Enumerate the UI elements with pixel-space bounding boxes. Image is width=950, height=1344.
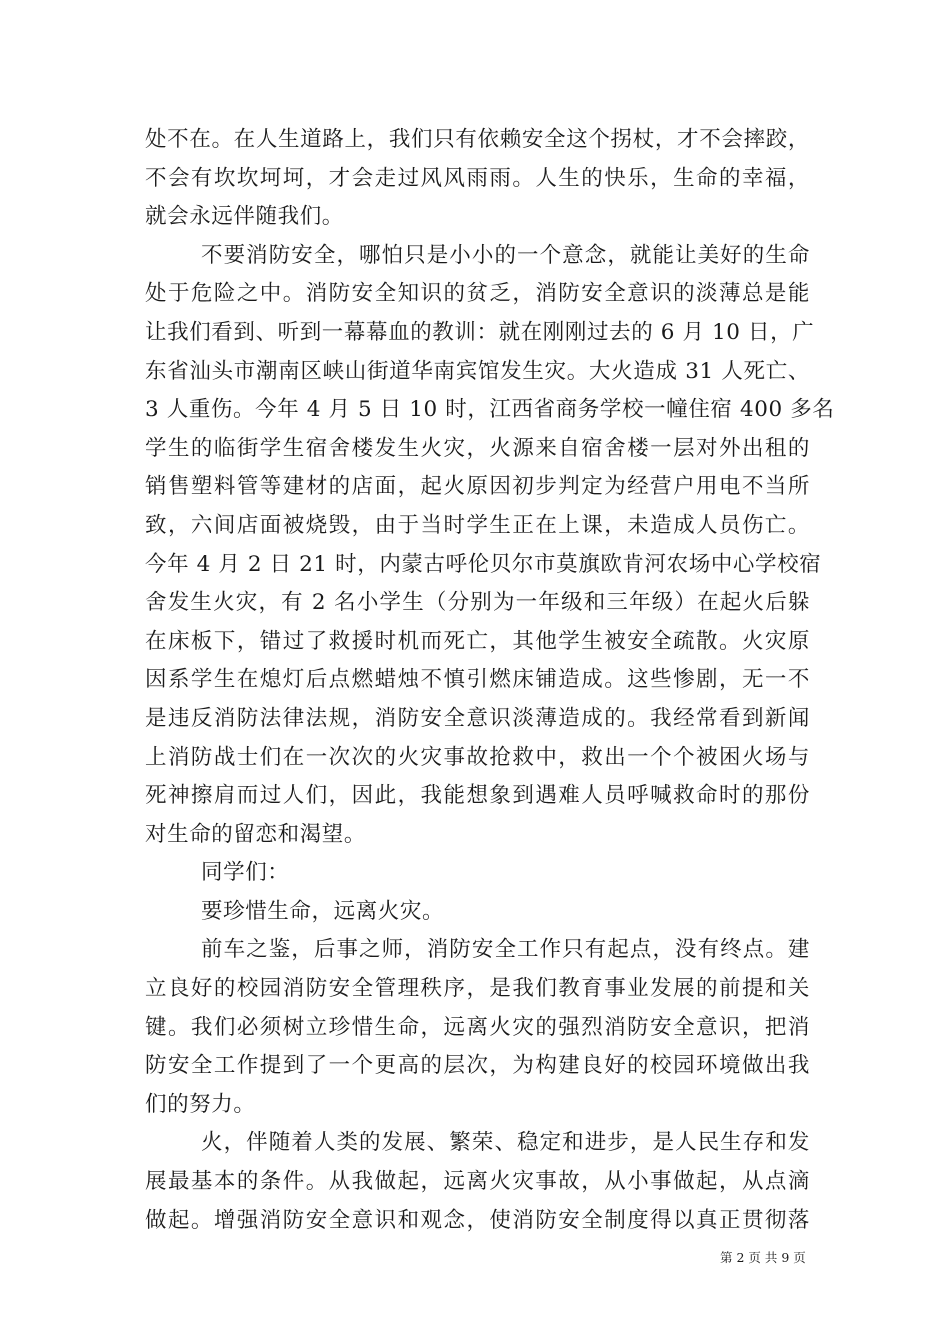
text-line: 今年 4 月 2 日 21 时，内蒙古呼伦贝尔市莫旗欧肯河农场中心学校宿	[145, 551, 822, 577]
text-line: 前车之鉴，后事之师，消防安全工作只有起点，没有终点。建	[201, 937, 810, 963]
text-line: 立良好的校园消防安全管理秩序，是我们教育事业发展的前提和关	[145, 976, 810, 1002]
text-line: 不会有坎坎坷坷，才会走过风风雨雨。人生的快乐，生命的幸福，	[145, 165, 810, 191]
text-line: 让我们看到、听到一幕幕血的教训：就在刚刚过去的 6 月 10 日，广	[145, 319, 815, 345]
text-line: 因系学生在熄灯后点燃蜡烛不慎引燃床铺造成。这些惨剧，无一不	[145, 667, 810, 693]
text-line: 防安全工作提到了一个更高的层次，为构建良好的校园环境做出我	[145, 1053, 810, 1079]
text-line: 要珍惜生命，远离火灾。	[201, 898, 445, 924]
text-line: 就会永远伴随我们。	[145, 204, 344, 230]
text-line: 死神擦肩而过人们，因此，我能想象到遇难人员呼喊救命时的那份	[145, 783, 810, 809]
text-line: 同学们：	[201, 860, 290, 886]
text-line: 东省汕头市潮南区峡山街道华南宾馆发生灾。大火造成 31 人死亡、	[145, 358, 810, 384]
text-line: 不要消防安全，哪怕只是小小的一个意念，就能让美好的生命	[201, 242, 810, 268]
text-line: 3 人重伤。今年 4 月 5 日 10 时，江西省商务学校一幢住宿 400 多名	[145, 397, 835, 423]
text-line: 对生命的留恋和渴望。	[145, 821, 367, 847]
text-line: 是违反消防法律法规，消防安全意识淡薄造成的。我经常看到新闻	[145, 705, 810, 731]
text-line: 展最基本的条件。从我做起，远离火灾事故，从小事做起，从点滴	[145, 1169, 810, 1195]
document-body	[145, 121, 835, 1240]
text-line: 们的努力。	[145, 1091, 256, 1117]
text-line: 学生的临街学生宿舍楼发生火灾，火源来自宿舍楼一层对外出租的	[145, 435, 810, 461]
text-line: 在床板下，错过了救援时机而死亡，其他学生被安全疏散。火灾原	[145, 628, 810, 654]
text-line: 处不在。在人生道路上，我们只有依赖安全这个拐杖，才不会摔跤，	[145, 127, 810, 152]
text-line: 处于危险之中。消防安全知识的贫乏，消防安全意识的淡薄总是能	[145, 281, 810, 307]
text-line: 火，伴随着人类的发展、繁荣、稳定和进步，是人民生存和发	[201, 1130, 810, 1156]
text-line: 键。我们必须树立珍惜生命，远离火灾的强烈消防安全意识，把消	[145, 1014, 810, 1040]
text-line: 上消防战士们在一次次的火灾事故抢救中，救出一个个被困火场与	[145, 744, 810, 770]
text-line: 销售塑料管等建材的店面，起火原因初步判定为经营户用电不当所	[145, 474, 810, 500]
text-line: 做起。增强消防安全意识和观念，使消防安全制度得以真正贯彻落	[145, 1207, 810, 1233]
page-number: 第 2 页 共 9 页	[720, 1250, 806, 1265]
text-line: 致，六间店面被烧毁，由于当时学生正在上课，未造成人员伤亡。	[145, 512, 810, 538]
text-line: 舍发生火灾，有 2 名小学生（分别为一年级和三年级）在起火后躲	[145, 590, 810, 616]
